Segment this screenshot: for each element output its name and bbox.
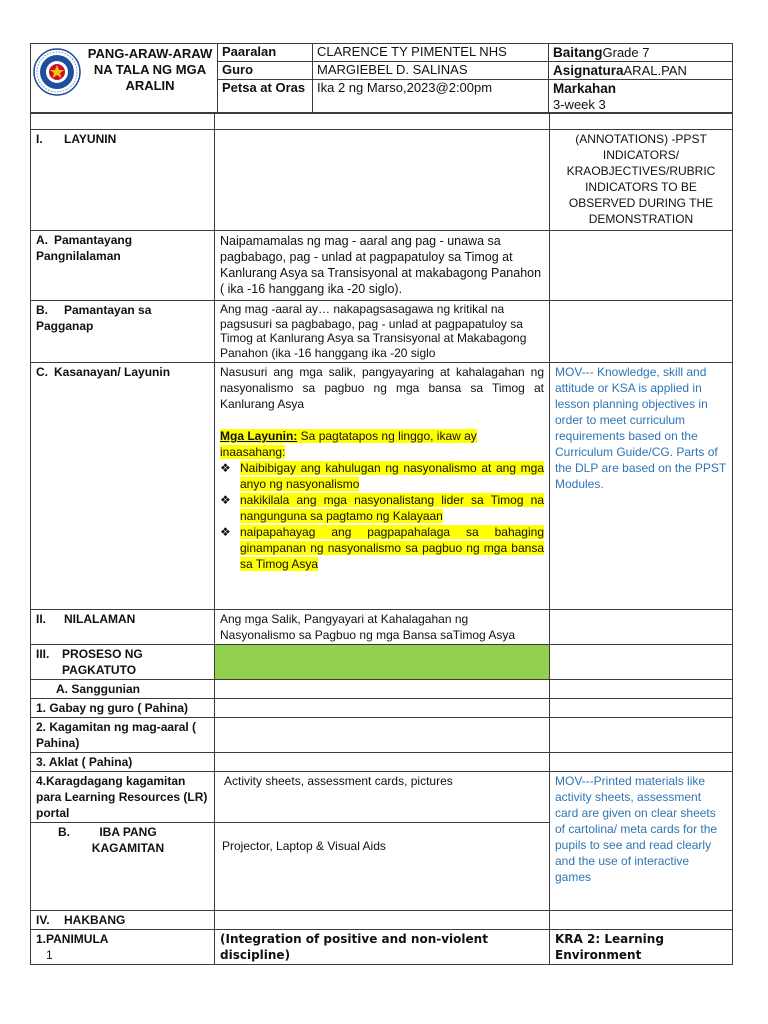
layunin-label-cell xyxy=(31,130,215,231)
markahan-label: Markahan xyxy=(553,81,617,96)
mga-layunin-intro xyxy=(220,428,544,460)
kasanayan-label: Kasanayan/ Layunin xyxy=(54,365,171,379)
gabay-row xyxy=(31,699,733,718)
pamantayang-label: Pamantayang Pangnilalaman xyxy=(36,233,133,263)
kasanayan-content xyxy=(215,363,550,610)
title-line-3: ARALIN xyxy=(125,78,175,93)
guro-value: MARGIEBEL D. SALINAS xyxy=(313,62,549,80)
kagamitan-mag-row xyxy=(31,718,733,753)
header-title-cell xyxy=(31,44,218,114)
aklat-label: 3. Aklat ( Pahina) xyxy=(31,753,215,772)
baitang-label: Baitang xyxy=(553,45,603,60)
iba-pang-num: B. xyxy=(58,825,70,839)
pamantayang-num: A. xyxy=(36,233,48,247)
diamond-bullet-icon: ❖ xyxy=(220,461,231,475)
gabay-label: 1. Gabay ng guro ( Pahina) xyxy=(31,699,215,718)
kasanayan-row xyxy=(31,363,733,610)
pamantayang-text: Naipamamalas ng mag - aaral ang pag - unawa sa pagbabago, pag - unlad at pagpapatuloy sa Timog at Kanlurang Asya sa Transisyonal at makabagong Panahon ( ika -16 hanggang ika -20 siglo). xyxy=(215,231,550,301)
karagdagang-row xyxy=(31,772,733,823)
layunin-bullet-3 xyxy=(220,524,544,572)
karagdagang-text: Activity sheets, assessment cards, pictures xyxy=(215,772,550,823)
nilalaman-label-cell xyxy=(31,610,215,645)
deped-seal-icon xyxy=(33,48,81,96)
proseso-num: III. xyxy=(36,647,50,661)
kagamitan-mag-label: 2. Kagamitan ng mag-aaral ( Pahina) xyxy=(31,718,215,753)
pamantayan-text: Ang mag -aaral ay… nakapagsasagawa ng kritikal na pagsusuri sa pagbabago, pag - unlad at pagpapatuloy sa Timog at Kanlurang Asya sa Transisyonal at Makabagong Panahon (ika -16 hanggang ika -20 siglo xyxy=(215,301,550,363)
petsa-value: Ika 2 ng Marso,2023@2:00pm xyxy=(313,80,549,114)
asignatura-label: Asignatura xyxy=(553,63,624,78)
proseso-label-cell xyxy=(31,645,215,680)
nilalaman-text: Ang mga Salik, Pangyayari at Kahalagahan ng Nasyonalismo sa Pagbuo ng mga Bansa saTimog Asya xyxy=(215,610,550,645)
mga-layunin-text: Sa pagtatapos ng linggo, ikaw ay inaasahang: xyxy=(220,429,477,459)
karagdagang-label: 4.Karagdagang kagamitan para Learning Resources (LR) portal xyxy=(31,772,215,823)
layunin-bullet-1 xyxy=(220,460,544,492)
kasanayan-text: Nasusuri ang mga salik, pangyayaring at kahalagahan ng nasyonalismo sa pagbuo ng mga bansa sa Timog at Kanlurang Asya xyxy=(220,365,544,411)
panimula-row xyxy=(31,930,733,965)
layunin-bullet-2-text: nakikilala ang mga nasyonalistang lider sa Timog na nangunguna sa pagtamo ng Kalayaan xyxy=(240,493,544,523)
aklat-row xyxy=(31,753,733,772)
pamantayang-row xyxy=(31,231,733,301)
pamantayan-label-cell xyxy=(31,301,215,363)
layunin-bullet-1-text: Naibibigay ang kahulugan ng nasyonalismo at ang mga anyo ng nasyonalismo xyxy=(240,461,544,491)
main-table xyxy=(30,112,733,965)
iba-pang-label: IBA PANG KAGAMITAN xyxy=(91,825,165,855)
panimula-label: 1.PANIMULA xyxy=(31,930,215,965)
title-line-1: PANG-ARAW-ARAW xyxy=(87,46,213,61)
nilalaman-num: II. xyxy=(36,612,47,626)
pamantayan-row xyxy=(31,301,733,363)
layunin-label: LAYUNIN xyxy=(64,132,117,146)
iba-pang-text: Projector, Laptop & Visual Aids xyxy=(215,823,550,911)
kra-label: KRA 2: Learning Environment xyxy=(550,930,733,965)
mov-printed-note: MOV---Printed materials like activity sheets, assessment card are given on clear sheets of cartolina/ meta cards for the pupils to see and read clearly and the use of interactive games xyxy=(550,772,733,911)
guro-label: Guro xyxy=(218,62,313,80)
proseso-row xyxy=(31,645,733,680)
proseso-label: PROSESO NG PAGKATUTO xyxy=(62,647,143,677)
hakbang-label: HAKBANG xyxy=(64,913,126,927)
layunin-bullet-2 xyxy=(220,492,544,524)
annotation-header: (ANNOTATIONS) -PPST INDICATORS/ KRAOBJECTIVES/RUBRIC INDICATORS TO BE OBSERVED DURING THE DEMONSTRATION xyxy=(550,130,733,231)
hakbang-num: IV. xyxy=(36,913,50,927)
page-number: 1 xyxy=(46,948,53,962)
pamantayan-num: B. xyxy=(36,303,48,317)
mga-layunin-label: Mga Layunin: xyxy=(220,429,298,443)
mov-ksa-note: MOV--- Knowledge, skill and attitude or KSA is applied in lesson planning objectives in order to meet curriculum requirements based on the Curriculum Guide/CG. Parts of the DLP are based on the PPST Modules. xyxy=(550,363,733,610)
paaralan-value: CLARENCE TY PIMENTEL NHS xyxy=(313,44,549,62)
nilalaman-label: NILALAMAN xyxy=(64,612,136,626)
kasanayan-num: C. xyxy=(36,365,48,379)
header-table xyxy=(30,43,733,114)
asignatura-value: ARAL.PAN xyxy=(623,63,687,78)
proseso-green-band xyxy=(215,645,550,680)
diamond-bullet-icon: ❖ xyxy=(220,525,231,539)
sanggunian-row xyxy=(31,680,733,699)
petsa-label: Petsa at Oras xyxy=(218,80,313,114)
pamantayan-label: Pamantayan sa Pagganap xyxy=(36,303,152,333)
layunin-row xyxy=(31,130,733,231)
paaralan-label: Paaralan xyxy=(218,44,313,62)
asignatura-cell xyxy=(549,62,733,80)
markahan-value: 3-week 3 xyxy=(553,97,606,112)
spacer-row xyxy=(31,113,733,130)
panimula-text: (Integration of positive and non-violent discipline) xyxy=(215,930,550,965)
title-line-2: NA TALA NG MGA xyxy=(93,62,207,77)
sanggunian-label: A. Sanggunian xyxy=(31,680,215,699)
iba-pang-label-cell xyxy=(31,823,215,911)
nilalaman-row xyxy=(31,610,733,645)
layunin-bullet-3-text: naipapahayag ang pagpapahalaga sa bahaging ginampanan ng nasyonalismo sa pagbuo ng mga bansa sa Timog Asya xyxy=(240,525,544,571)
baitang-value: Grade 7 xyxy=(602,45,650,60)
layunin-num: I. xyxy=(36,132,43,146)
pamantayang-label-cell xyxy=(31,231,215,301)
diamond-bullet-icon: ❖ xyxy=(220,493,231,507)
hakbang-label-cell xyxy=(31,911,215,930)
hakbang-row xyxy=(31,911,733,930)
baitang-cell xyxy=(549,44,733,62)
markahan-cell xyxy=(549,80,733,114)
kasanayan-label-cell xyxy=(31,363,215,610)
